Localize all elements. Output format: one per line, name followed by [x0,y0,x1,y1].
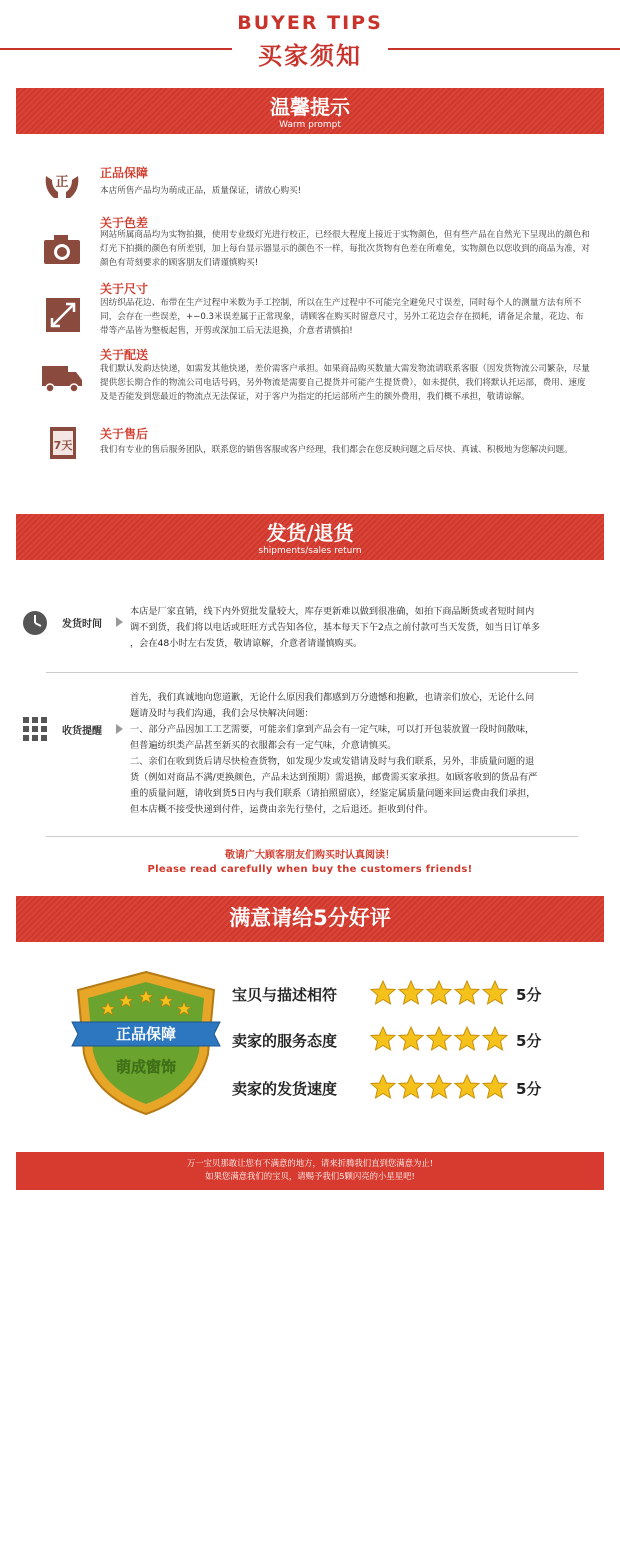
divider [46,672,578,673]
grid-icon [22,716,48,742]
header-line-right [388,48,620,50]
star-icon [482,1026,508,1052]
seven-days-icon [40,425,84,461]
star-icon [426,980,452,1006]
rating-label: 卖家的服务态度 [232,1032,338,1050]
badge-ribbon-text: 正品保障 [115,1025,177,1043]
arrow-right-icon [116,617,123,627]
receive-line: 但本店概不接受快递到付件，运费由亲先行垫付，之后退还。拒收到付件。 [130,804,434,815]
star-icon [454,1074,480,1100]
star-icon [426,1074,452,1100]
tip-after-sales-title: 关于售后 [100,427,149,441]
resize-icon [40,298,84,334]
star-icon [370,1026,396,1052]
banner-shipments-cn: 发货/退货 [266,521,354,545]
tip-size-title: 关于尺寸 [100,282,149,296]
tip-authentic [40,162,588,206]
header-cn: 买家须知 [258,42,362,70]
rating-row-description [232,980,562,1010]
banner-rating-cn: 满意请给5分好评 [229,906,391,930]
receive-line: 重的质量问题，请收到货5日内与我们联系（请拍照留底），经鉴定属质量问题来回运费由我们承担， [130,788,536,799]
star-icon [398,1026,424,1052]
svg-text:正: 正 [55,175,69,190]
receive-row [20,690,590,830]
star-icon [454,1026,480,1052]
truck-icon [40,360,84,396]
star-icon [482,980,508,1006]
tip-after-sales-body: 我们有专业的售后服务团队，联系您的销售客服或客户经理，我们都会在您反映问题之后尽快、真诚、积极地为您解决问题。 [100,445,573,455]
star-icon [370,1074,396,1100]
banner-warm-prompt-en: Warm prompt [279,120,341,130]
rating-label: 卖家的发货速度 [232,1080,338,1098]
rating-score: 5分 [516,986,542,1004]
tip-authentic-title: 正品保障 [100,166,149,180]
star-icon [398,980,424,1006]
banner-shipments [16,514,604,560]
receive-line: 但普遍纺织类产品甚至新买的衣服都会有一定气味，介意请慎买。 [130,740,397,751]
badge-brand-text: 萌成窗饰 [115,1058,177,1076]
banner-rating [16,896,604,942]
rating-row-shipping [232,1074,562,1104]
ship-time-line: ，会在48小时左右发货，敬请谅解，介意者请谨慎购买。 [130,638,363,649]
notice-en: Please read carefully when buy the customers friends! [147,864,473,875]
ship-time-label: 发货时间 [62,619,102,630]
banner-warm-prompt-cn: 温馨提示 [270,95,350,119]
rating-label: 宝贝与描述相符 [232,986,338,1004]
seven-days-icon-text: 7天 [53,439,73,452]
tip-authentic-body: 本店所售产品均为萌成正品，质量保证，请放心购买! [100,186,302,196]
ship-time-line: 本店是厂家直销，线下内外贸批发量较大，库存更新难以做到很准确，如拍下商品断货或者短时间内 [130,606,535,617]
ship-time-text [130,604,590,652]
banner-warm-prompt [16,88,604,134]
ship-time-row [20,604,590,660]
tip-color-body: 网站所属商品均为实物拍摄，使用专业级灯光进行校正，已经很大程度上接近于实物颜色，但有些产品在自然光下呈现出的颜色和灯光下拍摄的颜色有所差别，加上每台显示器显示的颜色不一样，每批次货物有色差在所难免，实物颜色以您收到的商品为准，对颜色有苛刻要求的顾客朋友们请谨慎购买! [100,230,590,268]
receive-line: 二、亲们在收到货后请尽快检查货物，如发现少发或发错请及时与我们联系，另外，非质量问题的退 [130,756,535,767]
hands-icon [40,166,84,202]
header-en: BUYER TIPS [237,12,383,34]
tip-delivery-title: 关于配送 [100,348,149,362]
star-icon [482,1074,508,1100]
quality-badge [68,968,224,1118]
receive-line: 一、部分产品因加工工艺需要，可能亲们拿到产品会有一定气味，可以打开包装放置一段时间散味， [130,724,535,735]
header-line-left [0,48,232,50]
camera-icon [40,232,84,268]
tip-color [40,212,588,272]
tip-delivery-body: 我们默认发韵达快递，如需发其他快递，差价需客户承担。如果商品购买数量大需发物流请联系客服（因发货物流公司繁杂，尽量提供您长期合作的物流公司电话号码，另外物流是需要自己提货并可能产生提货费），如未提供，我们将默认托运部，费用、速度及是否能发到您最近的物流点无法保证，对于客户为指定的托运部所产生的额外费用，我们概不承担，敬请谅解。 [100,364,590,402]
receive-text [130,690,590,818]
rating-score: 5分 [516,1080,542,1098]
footer-line: 万一宝贝那敢让您有不满意的地方，请来折腾我们直到您满意为止! [186,1158,434,1168]
receive-label: 收货提醒 [62,726,102,737]
divider [46,836,578,837]
tip-size [40,280,588,340]
receive-line: 货（例如对商品不满/更换颜色，产品未达到预期）需退换，邮费需买家承担。如顾客收到的货品有严 [130,772,538,783]
star-icon [454,980,480,1006]
receive-line: 首先，我们真诚地向您道歉，无论什么原因我们都感到万分遗憾和抱歉，也请亲们放心，无论什么问 [130,692,535,703]
arrow-right-icon [116,724,123,734]
footer-bar [16,1152,604,1190]
page-header [0,12,620,71]
footer-line: 如果您满意我们的宝贝，请赐予我们5颗闪亮的小星星吧! [205,1171,415,1181]
tip-after-sales [40,425,588,475]
rating-score: 5分 [516,1032,542,1050]
clock-icon [22,610,48,636]
rating-stars [370,980,510,1010]
ship-time-line: 调不到货，我们将以电话或旺旺方式告知各位，基本每天下午2点之前付款可当天发货，如当日订单多 [130,622,541,633]
rating-stars [370,1026,510,1056]
tip-color-title: 关于色差 [100,216,149,230]
rating-row-service [232,1026,562,1056]
star-icon [426,1026,452,1052]
banner-shipments-en: shipments/sales return [258,546,362,556]
tip-size-body: 因纺织品花边、布带在生产过程中米数为手工控制，所以在生产过程中不可能完全避免尺寸误差，同时每个人的测量方法有所不同，会存在一些误差，+−0.3米误差属于正常现象，请顾客在购买时留意尺寸，另外工花边会存在损耗，请备足余量，花边、布带等产品皆为整板起售，开剪或深加工后无法退换，介意者请慎拍! [100,298,584,336]
tip-delivery [40,346,588,420]
star-icon [370,980,396,1006]
receive-line: 题请及时与我们沟通，我们会尽快解决问题： [130,708,314,719]
notice-cn: 敬请广大顾客朋友们购买时认真阅读！ [225,850,395,861]
rating-stars [370,1074,510,1104]
star-icon [398,1074,424,1100]
